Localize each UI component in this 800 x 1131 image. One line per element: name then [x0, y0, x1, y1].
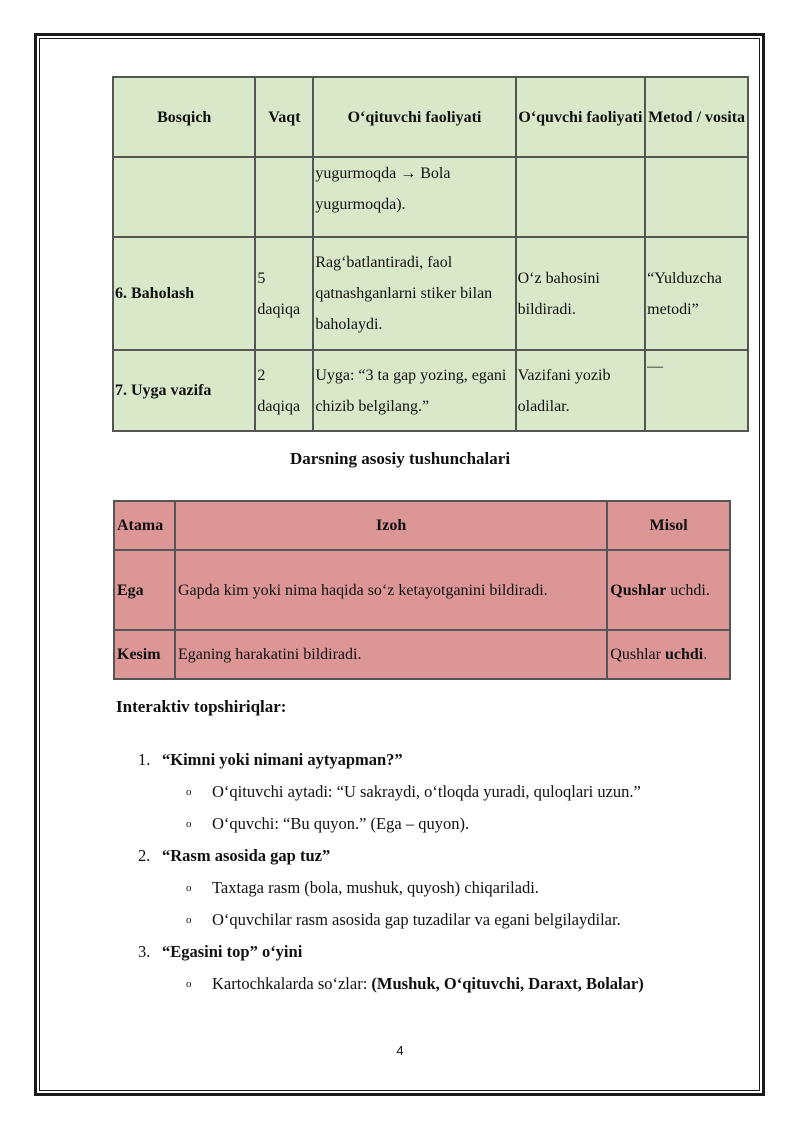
cell-stage: 7. Uyga vazifa: [113, 350, 255, 431]
table-row: [114, 550, 730, 630]
example-text: Qushlar: [610, 646, 665, 663]
cell-teacher-activity: Uyga: “3 ta gap yozing, egani chizib belgilang.”: [313, 350, 515, 431]
example-text: uchdi.: [666, 581, 710, 599]
cell-method: “Yulduzcha metodi”: [645, 237, 748, 350]
cell-description: Gapda kim yoki nima haqida so‘z ketayotganini bildiradi.: [175, 550, 607, 630]
sub-item-text: [212, 974, 644, 993]
sub-item-text: O‘qituvchi aytadi: “U sakraydi, o‘tloqda yuradi, quloqlari uzun.”: [212, 782, 641, 801]
cell-term: Kesim: [114, 630, 175, 679]
table-row: [114, 630, 730, 679]
circle-bullet-icon: o: [186, 882, 192, 894]
cell-time: [255, 157, 313, 237]
cell-example: [607, 630, 730, 679]
task-list: [138, 744, 758, 1000]
circle-bullet-icon: o: [186, 786, 192, 798]
table-row: [113, 157, 748, 237]
sub-item-prefix: Kartochkalarda so‘zlar:: [212, 974, 372, 993]
header-method: Metod / vosita: [645, 77, 748, 157]
section-title: Darsning asosiy tushunchalari: [289, 449, 511, 468]
table-header-row: [114, 501, 730, 550]
sub-item-text: Taxtaga rasm (bola, mushuk, quyosh) chiqariladi.: [212, 878, 539, 897]
sub-item: [138, 872, 758, 904]
cell-student-activity: O‘z bahosini bildiradi.: [516, 237, 646, 350]
header-stage: Bosqich: [113, 77, 255, 157]
cell-time: 5 daqiqa: [255, 237, 313, 350]
circle-bullet-icon: o: [186, 978, 192, 990]
circle-bullet-icon: o: [186, 914, 192, 926]
sub-item: [138, 904, 758, 936]
table-header-row: [113, 77, 748, 157]
cell-stage: 6. Baholash: [113, 237, 255, 350]
example-bold: uchdi: [664, 646, 704, 663]
cell-description: Eganing harakatini bildiradi.: [175, 630, 607, 679]
table-row: [113, 350, 748, 431]
task-title-text: “Egasini top” o‘yini: [162, 942, 303, 961]
cell-student-activity: [516, 157, 646, 237]
header-description: Izoh: [175, 501, 607, 550]
header-example: Misol: [607, 501, 730, 550]
cell-example: [607, 550, 730, 630]
table-row: [113, 237, 748, 350]
header-time: Vaqt: [255, 77, 313, 157]
header-student-activity: O‘quvchi faoliyati: [516, 77, 646, 157]
page-number: 4: [396, 1043, 404, 1058]
cell-stage: [113, 157, 255, 237]
cell-time: 2 daqiqa: [255, 350, 313, 431]
task-title: [138, 936, 758, 968]
cell-method: [645, 157, 748, 237]
task-number: 2.: [138, 846, 151, 865]
circle-bullet-icon: o: [186, 818, 192, 830]
cell-method: —: [645, 350, 748, 431]
header-teacher-activity: O‘qituvchi faoliyati: [313, 77, 515, 157]
cell-teacher-activity: Rag‘batlantiradi, faol qatnashganlarni stiker bilan baholaydi.: [313, 237, 515, 350]
task-title: [138, 744, 758, 776]
sub-item: [138, 776, 758, 808]
task-title-text: “Rasm asosida gap tuz”: [162, 846, 331, 865]
sub-item-text: O‘quvchilar rasm asosida gap tuzadilar va egani belgilaydilar.: [212, 910, 621, 929]
sub-item: [138, 808, 758, 840]
concepts-table: [113, 500, 731, 680]
lesson-plan-table: [112, 76, 749, 432]
list-item: [138, 936, 758, 1000]
cell-student-activity: Vazifani yozib oladilar.: [516, 350, 646, 431]
header-term: Atama: [114, 501, 175, 550]
example-end: .: [703, 646, 708, 663]
task-title: [138, 840, 758, 872]
sub-item-text: O‘quvchi: “Bu quyon.” (Ega – quyon).: [212, 814, 470, 833]
list-item: [138, 744, 758, 840]
cell-term: Ega: [114, 550, 175, 630]
task-title-text: “Kimni yoki nimani aytyapman?”: [162, 750, 403, 769]
list-item: [138, 840, 758, 936]
tasks-heading: Interaktiv topshiriqlar:: [116, 697, 287, 716]
example-bold: Qushlar: [610, 581, 667, 599]
task-number: 3.: [138, 942, 151, 961]
sub-item-bold: (Mushuk, O‘qituvchi, Daraxt, Bolalar): [371, 974, 644, 993]
sub-item: [138, 968, 758, 1000]
cell-teacher-activity: yugurmoqda → Bola yugurmoqda).: [313, 157, 515, 237]
task-number: 1.: [138, 750, 151, 769]
